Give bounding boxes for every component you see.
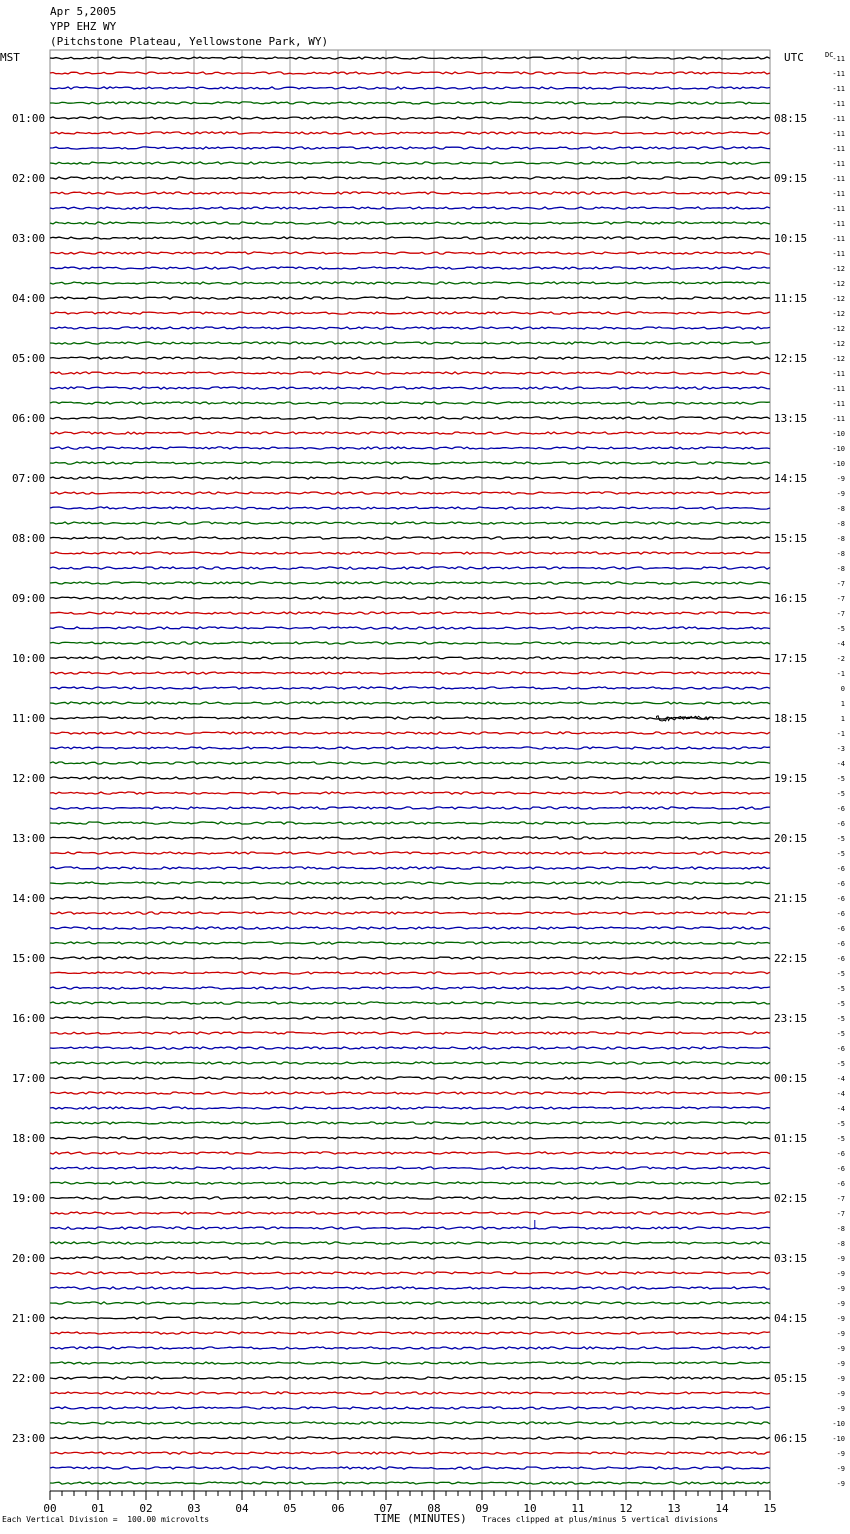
chart-date: Apr 5,2005 bbox=[50, 5, 117, 18]
right-timezone-label: UTC bbox=[784, 51, 804, 64]
dc-offset-label: -4 bbox=[836, 1105, 845, 1113]
left-hour-label: 18:00 bbox=[12, 1132, 46, 1145]
trace-line bbox=[50, 117, 770, 119]
trace-line bbox=[50, 777, 770, 779]
clip-note: Traces clipped at plus/minus 5 vertical divisions bbox=[482, 1515, 719, 1524]
trace-line bbox=[50, 1122, 770, 1124]
trace-line bbox=[50, 177, 770, 179]
dc-offset-label: -11 bbox=[832, 385, 845, 393]
trace-line bbox=[50, 1047, 770, 1049]
left-hour-label: 03:00 bbox=[12, 232, 46, 245]
trace-line bbox=[50, 1152, 770, 1154]
dc-offset-label: -11 bbox=[832, 205, 845, 213]
trace-line bbox=[50, 222, 770, 224]
dc-label: DC bbox=[825, 51, 834, 59]
left-hour-label: 04:00 bbox=[12, 292, 46, 305]
right-hour-label: 06:15 bbox=[774, 1432, 808, 1445]
right-hour-label: 01:15 bbox=[774, 1132, 808, 1145]
left-hour-label: 15:00 bbox=[12, 952, 46, 965]
right-hour-label: 03:15 bbox=[774, 1252, 808, 1265]
trace-line bbox=[50, 837, 770, 839]
dc-offset-label: -10 bbox=[832, 430, 845, 438]
x-tick-label: 11 bbox=[571, 1502, 585, 1515]
trace-line bbox=[50, 972, 770, 974]
dc-offset-label: -12 bbox=[832, 295, 845, 303]
dc-offset-label: -2 bbox=[836, 655, 845, 663]
dc-offset-label: -11 bbox=[832, 235, 845, 243]
trace-line bbox=[50, 1407, 770, 1409]
trace-line bbox=[50, 1362, 770, 1364]
chart-location: (Pitchstone Plateau, Yellowstone Park, WY) bbox=[50, 35, 329, 48]
trace-line bbox=[50, 582, 770, 584]
right-hour-label: 10:15 bbox=[774, 232, 808, 245]
x-tick-label: 07 bbox=[379, 1502, 393, 1515]
trace-line bbox=[50, 1242, 770, 1244]
x-tick-label: 03 bbox=[187, 1502, 201, 1515]
trace-line bbox=[50, 567, 770, 569]
dc-offset-label: -9 bbox=[836, 1270, 845, 1278]
dc-offset-label: -6 bbox=[836, 895, 845, 903]
dc-offset-label: -11 bbox=[832, 130, 845, 138]
dc-offset-label: -10 bbox=[832, 460, 845, 468]
dc-offset-label: -4 bbox=[836, 1075, 845, 1083]
trace-line bbox=[50, 1272, 770, 1274]
trace-line bbox=[50, 732, 770, 734]
trace-line bbox=[50, 702, 770, 704]
trace-line bbox=[50, 357, 770, 359]
dc-offset-label: -8 bbox=[836, 565, 845, 573]
dc-offset-label: -10 bbox=[832, 1420, 845, 1428]
trace-line bbox=[50, 147, 770, 149]
dc-offset-label: -12 bbox=[832, 280, 845, 288]
trace-line bbox=[50, 282, 770, 284]
trace-line bbox=[50, 987, 770, 989]
right-hour-label: 09:15 bbox=[774, 172, 808, 185]
trace-line bbox=[50, 1302, 770, 1304]
trace-line bbox=[50, 1257, 770, 1259]
dc-offset-label: -11 bbox=[832, 175, 845, 183]
dc-offset-label: -7 bbox=[836, 580, 845, 588]
x-tick-label: 05 bbox=[283, 1502, 297, 1515]
dc-offset-label: -4 bbox=[836, 760, 845, 768]
dc-offset-label: -4 bbox=[836, 640, 845, 648]
dc-offset-label: -8 bbox=[836, 1225, 845, 1233]
dc-offset-label: 0 bbox=[840, 685, 845, 693]
trace-line bbox=[50, 1227, 770, 1229]
trace-line bbox=[50, 597, 770, 599]
trace-line bbox=[50, 1062, 770, 1064]
left-hour-label: 23:00 bbox=[12, 1432, 46, 1445]
trace-line bbox=[50, 312, 770, 314]
trace-line bbox=[50, 1482, 770, 1484]
left-hour-label: 22:00 bbox=[12, 1372, 46, 1385]
right-hour-label: 23:15 bbox=[774, 1012, 808, 1025]
trace-line bbox=[50, 807, 770, 809]
trace-line bbox=[50, 627, 770, 629]
trace-line bbox=[50, 927, 770, 929]
trace-line bbox=[50, 912, 770, 914]
dc-offset-label: -5 bbox=[836, 985, 845, 993]
x-tick-label: 10 bbox=[523, 1502, 537, 1515]
dc-offset-label: -9 bbox=[836, 1450, 845, 1458]
trace-line bbox=[50, 72, 770, 74]
dc-offset-label: -11 bbox=[832, 250, 845, 258]
dc-offset-label: -5 bbox=[836, 1060, 845, 1068]
left-hour-label: 13:00 bbox=[12, 832, 46, 845]
left-hour-label: 14:00 bbox=[12, 892, 46, 905]
dc-offset-label: -7 bbox=[836, 1195, 845, 1203]
right-hour-label: 11:15 bbox=[774, 292, 808, 305]
dc-offset-label: -9 bbox=[836, 1330, 845, 1338]
dc-offset-label: -7 bbox=[836, 1210, 845, 1218]
dc-offset-label: -9 bbox=[836, 1360, 845, 1368]
x-tick-label: 15 bbox=[763, 1502, 777, 1515]
dc-offset-label: -7 bbox=[836, 595, 845, 603]
trace-line bbox=[50, 477, 770, 479]
trace-line bbox=[50, 642, 770, 644]
right-hour-label: 02:15 bbox=[774, 1192, 808, 1205]
dc-offset-label: -6 bbox=[836, 910, 845, 918]
trace-line bbox=[50, 897, 770, 899]
dc-offset-label: -5 bbox=[836, 970, 845, 978]
dc-offset-label: -11 bbox=[832, 415, 845, 423]
x-axis-title: TIME (MINUTES) bbox=[374, 1512, 467, 1525]
dc-offset-label: -5 bbox=[836, 1015, 845, 1023]
left-timezone-label: MST bbox=[0, 51, 20, 64]
trace-line bbox=[50, 1452, 770, 1454]
dc-offset-label: -9 bbox=[836, 1285, 845, 1293]
trace-line bbox=[50, 1392, 770, 1394]
dc-offset-label: -6 bbox=[836, 940, 845, 948]
left-hour-label: 19:00 bbox=[12, 1192, 46, 1205]
dc-offset-label: -11 bbox=[832, 370, 845, 378]
dc-offset-label: -5 bbox=[836, 775, 845, 783]
trace-line bbox=[50, 207, 770, 209]
dc-offset-label: -3 bbox=[836, 745, 845, 753]
right-hour-label: 17:15 bbox=[774, 652, 808, 665]
dc-offset-label: -5 bbox=[836, 835, 845, 843]
dc-offset-label: -8 bbox=[836, 520, 845, 528]
left-hour-label: 12:00 bbox=[12, 772, 46, 785]
x-tick-label: 08 bbox=[427, 1502, 441, 1515]
x-tick-label: 02 bbox=[139, 1502, 153, 1515]
dc-offset-label: -6 bbox=[836, 955, 845, 963]
left-hour-label: 21:00 bbox=[12, 1312, 46, 1325]
dc-offset-label: -10 bbox=[832, 1435, 845, 1443]
trace-line bbox=[50, 1317, 770, 1319]
grid-lines bbox=[50, 50, 770, 1491]
trace-line bbox=[50, 237, 770, 239]
x-tick-label: 06 bbox=[331, 1502, 345, 1515]
x-tick-label: 01 bbox=[91, 1502, 105, 1515]
trace-line bbox=[50, 1347, 770, 1349]
trace-line bbox=[50, 492, 770, 494]
left-hour-label: 08:00 bbox=[12, 532, 46, 545]
dc-offset-label: -11 bbox=[832, 220, 845, 228]
dc-offset-label: -9 bbox=[836, 1405, 845, 1413]
trace-line bbox=[50, 387, 770, 389]
right-hour-label: 00:15 bbox=[774, 1072, 808, 1085]
trace-line bbox=[50, 537, 770, 539]
trace-line bbox=[50, 1137, 770, 1139]
dc-offset-label: -6 bbox=[836, 1165, 845, 1173]
left-hour-label: 07:00 bbox=[12, 472, 46, 485]
right-hour-label: 13:15 bbox=[774, 412, 808, 425]
left-hour-label: 06:00 bbox=[12, 412, 46, 425]
trace-line bbox=[50, 162, 770, 164]
dc-offset-label: -9 bbox=[836, 1255, 845, 1263]
x-tick-label: 04 bbox=[235, 1502, 249, 1515]
dc-offset-label: -9 bbox=[836, 1465, 845, 1473]
right-hour-label: 16:15 bbox=[774, 592, 808, 605]
trace-line bbox=[50, 822, 770, 824]
left-hour-label: 01:00 bbox=[12, 112, 46, 125]
trace-line bbox=[50, 447, 770, 449]
trace-line bbox=[50, 852, 770, 854]
dc-offset-label: -8 bbox=[836, 535, 845, 543]
dc-offset-label: -5 bbox=[836, 790, 845, 798]
dc-offset-label: 1 bbox=[840, 700, 845, 708]
right-hour-label: 18:15 bbox=[774, 712, 808, 725]
dc-offset-label: -11 bbox=[832, 160, 845, 168]
trace-line bbox=[50, 1467, 770, 1469]
dc-offset-label: -11 bbox=[832, 115, 845, 123]
dc-offset-label: -11 bbox=[832, 85, 845, 93]
trace-line bbox=[50, 87, 770, 89]
dc-offset-label: -7 bbox=[836, 610, 845, 618]
trace-line bbox=[50, 762, 770, 764]
x-tick-label: 14 bbox=[715, 1502, 729, 1515]
trace-line bbox=[50, 1002, 770, 1004]
trace-line bbox=[50, 342, 770, 344]
dc-offset-label: -9 bbox=[836, 1345, 845, 1353]
dc-offset-label: -6 bbox=[836, 865, 845, 873]
axis-labels bbox=[0, 51, 845, 1515]
trace-line bbox=[50, 1212, 770, 1214]
trace-line bbox=[50, 867, 770, 869]
dc-offset-label: -8 bbox=[836, 550, 845, 558]
dc-offset-label: -6 bbox=[836, 1150, 845, 1158]
trace-line bbox=[50, 687, 770, 689]
trace-line bbox=[50, 297, 770, 299]
dc-offset-label: -11 bbox=[832, 70, 845, 78]
dc-offset-label: -11 bbox=[832, 190, 845, 198]
dc-offset-label: -6 bbox=[836, 820, 845, 828]
dc-offset-label: -9 bbox=[836, 1300, 845, 1308]
left-hour-label: 16:00 bbox=[12, 1012, 46, 1025]
dc-offset-label: -12 bbox=[832, 310, 845, 318]
left-hour-label: 05:00 bbox=[12, 352, 46, 365]
dc-offset-label: -6 bbox=[836, 1180, 845, 1188]
right-hour-label: 20:15 bbox=[774, 832, 808, 845]
right-hour-label: 19:15 bbox=[774, 772, 808, 785]
trace-line bbox=[50, 1422, 770, 1424]
x-tick-label: 09 bbox=[475, 1502, 489, 1515]
trace-line bbox=[50, 1092, 770, 1094]
trace-line bbox=[50, 132, 770, 134]
dc-offset-label: -6 bbox=[836, 805, 845, 813]
dc-offset-label: 1 bbox=[840, 715, 845, 723]
trace-line bbox=[50, 1167, 770, 1169]
trace-line bbox=[50, 327, 770, 329]
trace-line bbox=[50, 267, 770, 269]
trace-line bbox=[50, 1182, 770, 1184]
dc-offset-label: -9 bbox=[836, 1315, 845, 1323]
dc-offset-label: -9 bbox=[836, 1375, 845, 1383]
trace-line bbox=[50, 57, 770, 59]
trace-line bbox=[50, 1197, 770, 1199]
x-tick-label: 13 bbox=[667, 1502, 681, 1515]
dc-offset-label: -6 bbox=[836, 1045, 845, 1053]
trace-line bbox=[50, 1287, 770, 1289]
right-hour-label: 15:15 bbox=[774, 532, 808, 545]
dc-offset-label: -8 bbox=[836, 505, 845, 513]
dc-offset-label: -4 bbox=[836, 1090, 845, 1098]
trace-line bbox=[50, 747, 770, 749]
trace-line bbox=[50, 1377, 770, 1379]
dc-offset-label: -1 bbox=[836, 730, 845, 738]
dc-offset-label: -5 bbox=[836, 1000, 845, 1008]
trace-line bbox=[50, 372, 770, 374]
plot-frame bbox=[50, 50, 770, 1491]
trace-line bbox=[50, 402, 770, 404]
scale-note: Each Vertical Division = 100.00 microvolts bbox=[2, 1515, 210, 1524]
trace-line bbox=[50, 612, 770, 614]
dc-offset-label: -12 bbox=[832, 325, 845, 333]
dc-offset-label: -5 bbox=[836, 850, 845, 858]
right-hour-label: 12:15 bbox=[774, 352, 808, 365]
dc-offset-label: -9 bbox=[836, 490, 845, 498]
dc-offset-label: -11 bbox=[832, 145, 845, 153]
trace-line bbox=[50, 192, 770, 194]
trace-line bbox=[50, 462, 770, 464]
left-hour-label: 02:00 bbox=[12, 172, 46, 185]
left-hour-label: 17:00 bbox=[12, 1072, 46, 1085]
dc-offset-label: -6 bbox=[836, 880, 845, 888]
trace-line bbox=[50, 1332, 770, 1334]
trace-line bbox=[50, 882, 770, 884]
trace-line bbox=[50, 792, 770, 794]
dc-offset-label: -5 bbox=[836, 1030, 845, 1038]
trace-line bbox=[50, 252, 770, 254]
x-tick-label: 12 bbox=[619, 1502, 633, 1515]
dc-offset-label: -11 bbox=[832, 400, 845, 408]
right-hour-label: 14:15 bbox=[774, 472, 808, 485]
trace-line bbox=[50, 1017, 770, 1019]
trace-line bbox=[50, 432, 770, 434]
dc-offset-label: -12 bbox=[832, 355, 845, 363]
left-hour-label: 11:00 bbox=[12, 712, 46, 725]
trace-line bbox=[50, 957, 770, 959]
right-hour-label: 05:15 bbox=[774, 1372, 808, 1385]
left-hour-label: 20:00 bbox=[12, 1252, 46, 1265]
dc-offset-label: -11 bbox=[832, 100, 845, 108]
dc-offset-label: -5 bbox=[836, 1135, 845, 1143]
chart-station: YPP EHZ WY bbox=[50, 20, 117, 33]
right-hour-label: 08:15 bbox=[774, 112, 808, 125]
dc-offset-label: -12 bbox=[832, 265, 845, 273]
dc-offset-label: -5 bbox=[836, 625, 845, 633]
trace-line bbox=[50, 717, 770, 719]
trace-line bbox=[50, 552, 770, 554]
dc-offset-label: -9 bbox=[836, 475, 845, 483]
trace-line bbox=[50, 417, 770, 419]
right-hour-label: 21:15 bbox=[774, 892, 808, 905]
trace-line bbox=[50, 1107, 770, 1109]
dc-offset-label: -6 bbox=[836, 925, 845, 933]
left-hour-label: 10:00 bbox=[12, 652, 46, 665]
dc-offset-label: -9 bbox=[836, 1390, 845, 1398]
right-hour-label: 22:15 bbox=[774, 952, 808, 965]
trace-line bbox=[50, 102, 770, 104]
trace-line bbox=[50, 672, 770, 674]
x-tick-label: 00 bbox=[43, 1502, 57, 1515]
dc-offset-label: -11 bbox=[832, 55, 845, 63]
dc-offset-label: -9 bbox=[836, 1480, 845, 1488]
trace-line bbox=[50, 1032, 770, 1034]
trace-line bbox=[50, 507, 770, 509]
dc-offset-label: -5 bbox=[836, 1120, 845, 1128]
dc-offset-label: -1 bbox=[836, 670, 845, 678]
trace-line bbox=[50, 657, 770, 659]
right-hour-label: 04:15 bbox=[774, 1312, 808, 1325]
left-hour-label: 09:00 bbox=[12, 592, 46, 605]
trace-line bbox=[50, 1077, 770, 1079]
trace-line bbox=[50, 1437, 770, 1439]
dc-offset-label: -8 bbox=[836, 1240, 845, 1248]
trace-line bbox=[50, 522, 770, 524]
trace-group bbox=[50, 57, 770, 1484]
trace-line bbox=[50, 942, 770, 944]
dc-offset-label: -12 bbox=[832, 340, 845, 348]
dc-offset-label: -10 bbox=[832, 445, 845, 453]
